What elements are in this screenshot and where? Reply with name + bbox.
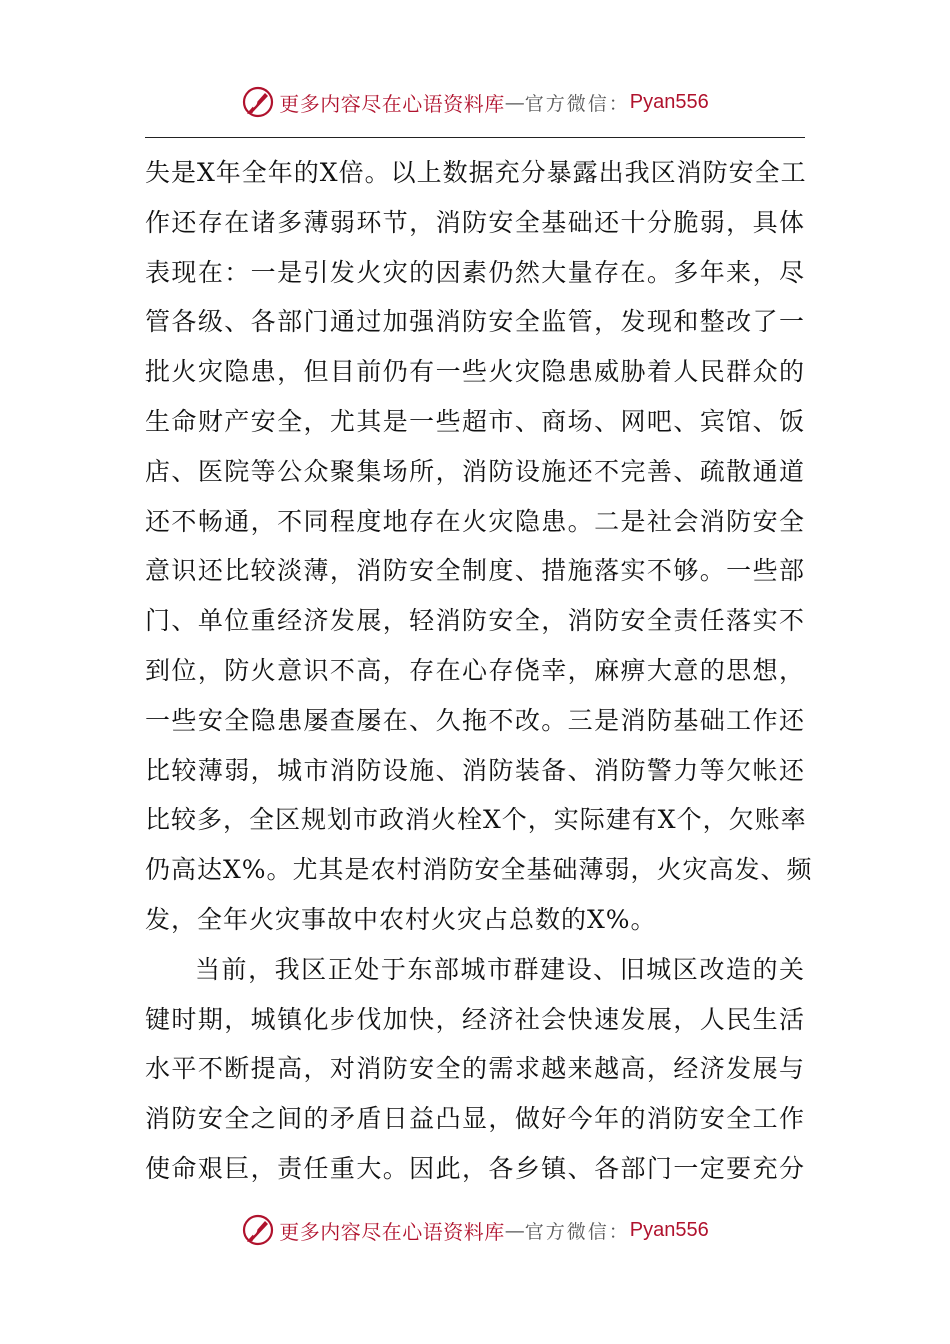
- header-divider: [145, 137, 805, 138]
- footer-wechat-label: 官方微信：: [524, 1220, 630, 1243]
- text-line: 门、单位重经济发展，轻消防安全，消防安全责任落实不: [145, 606, 805, 636]
- text-line: 水平不断提高，对消防安全的需求越来越高，经济发展与: [145, 1054, 805, 1084]
- footer-banner: [0, 1210, 950, 1250]
- footer-brand-text: 更多内容尽在心语资料库: [279, 1219, 505, 1244]
- text-line: 仍高达X%。尤其是农村消防安全基础薄弱，火灾高发、频: [145, 855, 813, 885]
- footer-separator: —: [504, 1218, 525, 1242]
- header-wechat-id: Pyan556: [629, 90, 709, 113]
- text-line: 到位，防火意识不高，存在心存侥幸，麻痹大意的思想，: [145, 655, 805, 685]
- footer-wechat-id: Pyan556: [629, 1218, 709, 1241]
- text-line: 还不畅通，不同程度地存在火灾隐患。二是社会消防安全: [145, 506, 805, 536]
- text-line: 失是X年全年的X倍。以上数据充分暴露出我区消防安全工: [145, 158, 807, 187]
- header-banner: [0, 82, 950, 122]
- text-line: 店、医院等公众聚集场所，消防设施还不完善、疏散通道: [145, 456, 805, 486]
- text-line: 批火灾隐患，但目前仍有一些火灾隐患威胁着人民群众的: [145, 357, 805, 387]
- text-line: 一些安全隐患屡查屡在、久拖不改。三是消防基础工作还: [145, 705, 805, 735]
- text-line: 作还存在诸多薄弱环节，消防安全基础还十分脆弱，具体: [145, 207, 805, 237]
- text-line: 管各级、各部门通过加强消防安全监管，发现和整改了一: [145, 307, 805, 337]
- calligraphy-pen-logo-icon: [241, 85, 275, 119]
- text-line: 意识还比较淡薄，消防安全制度、措施落实不够。一些部: [145, 556, 805, 586]
- text-line: 表现在：一是引发火灾的因素仍然大量存在。多年来，尽: [145, 257, 805, 287]
- header-brand-text: 更多内容尽在心语资料库: [279, 91, 505, 116]
- header-wechat-label: 官方微信：: [524, 92, 630, 115]
- text-line: 使命艰巨，责任重大。因此，各乡镇、各部门一定要充分: [145, 1153, 805, 1183]
- paragraph-start-line: 当前，我区正处于东部城市群建设、旧城区改造的关: [195, 954, 805, 984]
- text-line: 比较多，全区规划市政消火栓X个，实际建有X个，欠账率: [145, 805, 807, 835]
- calligraphy-pen-logo-icon: [241, 1213, 275, 1247]
- header-separator: —: [504, 90, 525, 114]
- text-line: 键时期，城镇化步伐加快，经济社会快速发展，人民生活: [145, 1004, 805, 1034]
- document-body: [145, 148, 813, 1194]
- text-line: 生命财产安全，尤其是一些超市、商场、网吧、宾馆、饭: [145, 406, 805, 436]
- text-line: 发，全年火灾事故中农村火灾占总数的X%。: [145, 904, 657, 934]
- text-line: 比较薄弱，城市消防设施、消防装备、消防警力等欠帐还: [145, 755, 805, 785]
- text-line: 消防安全之间的矛盾日益凸显，做好今年的消防安全工作: [145, 1104, 805, 1134]
